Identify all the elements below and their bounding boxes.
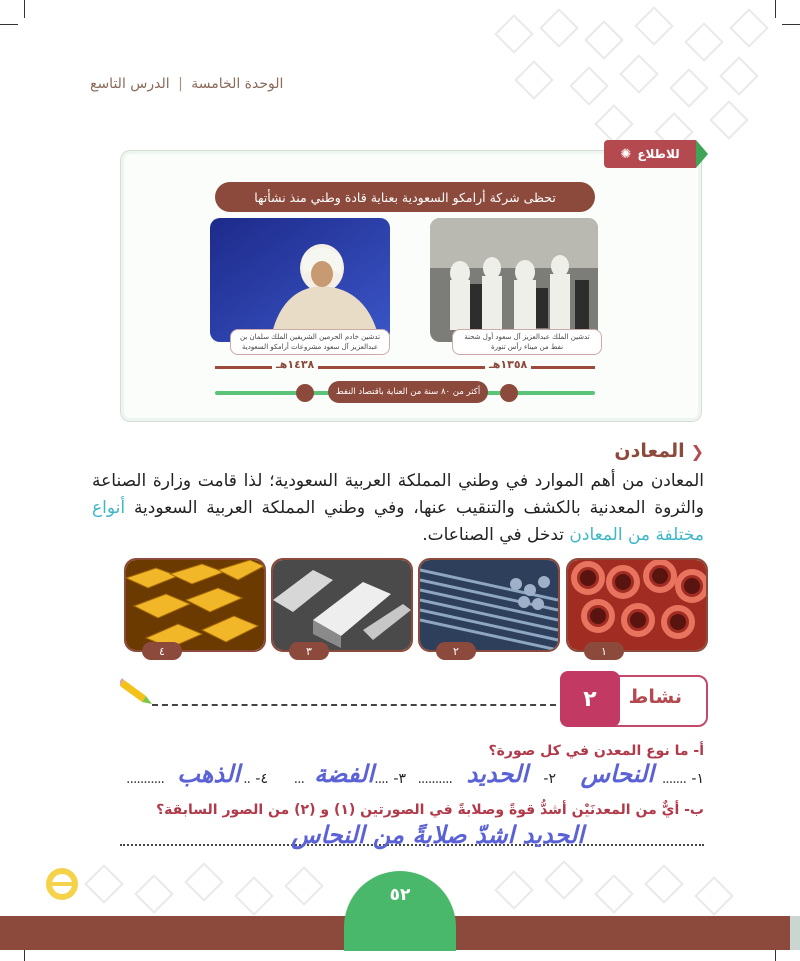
pencil-icon (120, 674, 154, 708)
page-number: ٥٢ (344, 871, 456, 951)
caption-line: تدشين الملك عبدالعزيز آل سعود أول شحنة (464, 333, 590, 341)
steel-rods-image (418, 558, 560, 652)
breadcrumb (90, 76, 283, 92)
dashed-divider (152, 704, 556, 706)
photo-caption (230, 329, 390, 355)
handwritten-answer[interactable]: الذهب (177, 759, 240, 788)
answers-row (120, 759, 704, 795)
handwritten-answer[interactable]: الفضة (314, 759, 374, 788)
dotted-line: ... (293, 771, 304, 787)
footer-accent (790, 916, 800, 950)
caption-line: عبدالعزيز آل سعود مشروعات أرامكو السعودية (242, 343, 378, 351)
paragraph-text: تدخل في الصناعات. (422, 525, 570, 545)
question-b: ب- أيٌّ من المعدنَيْن أشدُّ قوةً وصلابةً في الصورتين (١) و (٢) من الصور السابقة؟ (156, 802, 704, 818)
activity-header (560, 675, 708, 727)
photo-caption (452, 329, 602, 355)
dotted-line: .......... (417, 771, 452, 787)
dotted-line: ....... (661, 771, 686, 787)
timeline-dot (296, 384, 314, 402)
year-label: ١٣٥٨هـ (485, 358, 531, 371)
lesson-label: الدرس التاسع (90, 76, 170, 92)
highlighted-text: أنواع مختلفة من المعادن (92, 498, 704, 545)
dotted-line: .. (243, 771, 250, 787)
breadcrumb-separator: | (178, 76, 183, 92)
crop-mark (0, 24, 18, 25)
copper-pipes-image (566, 558, 708, 652)
answer-b-row (120, 820, 704, 854)
timeline-label: أكثر من ٨٠ سنة من العناية باقتصاد النفط (328, 381, 488, 403)
section-heading (614, 440, 704, 462)
activity-number: ٢ (560, 671, 620, 727)
unit-label: الوحدة الخامسة (191, 76, 284, 92)
caption-line: تدشين خادم الحرمين الشريفين الملك سلمان بن (239, 333, 381, 341)
handwritten-answer[interactable]: النحاس (580, 759, 654, 788)
crop-mark (782, 24, 800, 25)
metal-number: ٣ (289, 642, 329, 660)
question-a: أ- ما نوع المعدن في كل صورة؟ (488, 743, 704, 759)
crop-mark (775, 0, 776, 18)
king-photo (210, 218, 390, 342)
year-label: ١٤٣٨هـ (272, 358, 318, 371)
gold-bars-image (124, 558, 266, 652)
answer-index: ١- (691, 771, 704, 787)
info-tag-label: للاطلاع (637, 147, 680, 161)
dotted-line: ........... (126, 771, 164, 787)
caption-line: نفط من ميناء رأس تنورة (490, 343, 564, 351)
timeline-dot (500, 384, 518, 402)
activity-label: نشاط (628, 686, 682, 708)
answer-index: ٢- (543, 771, 556, 787)
info-tag (604, 140, 696, 168)
chevron-icon: ❮ (690, 441, 704, 461)
lightbulb-icon: ✺ (620, 146, 632, 162)
historic-photo (430, 218, 598, 342)
answer-index: ٣- (393, 771, 406, 787)
metal-number: ٢ (436, 642, 476, 660)
handwritten-answer[interactable]: الحديد (466, 759, 528, 788)
silver-bars-image (271, 558, 413, 652)
info-title: تحظى شركة أرامكو السعودية بعناية قادة وطني منذ نشأتها (215, 182, 595, 212)
body-paragraph (92, 468, 704, 549)
metal-number: ١ (584, 642, 624, 660)
handwritten-answer[interactable]: الحديد اشدّ صلابةً من النحاس (291, 820, 584, 849)
dotted-line: .... (374, 771, 388, 787)
section-title: المعادن (614, 440, 685, 462)
crop-mark (24, 0, 25, 18)
answer-index: ٤- (255, 771, 268, 787)
publisher-logo-icon (44, 866, 80, 906)
metal-number: ٤ (142, 642, 182, 660)
paragraph-text: المعادن من أهم الموارد في وطني المملكة العربية السعودية؛ لذا قامت وزارة الصناعة والثروة المعدنية بالكشف والتنقيب عنها، وفي وطني المملكة العربية السعودية (92, 471, 704, 518)
